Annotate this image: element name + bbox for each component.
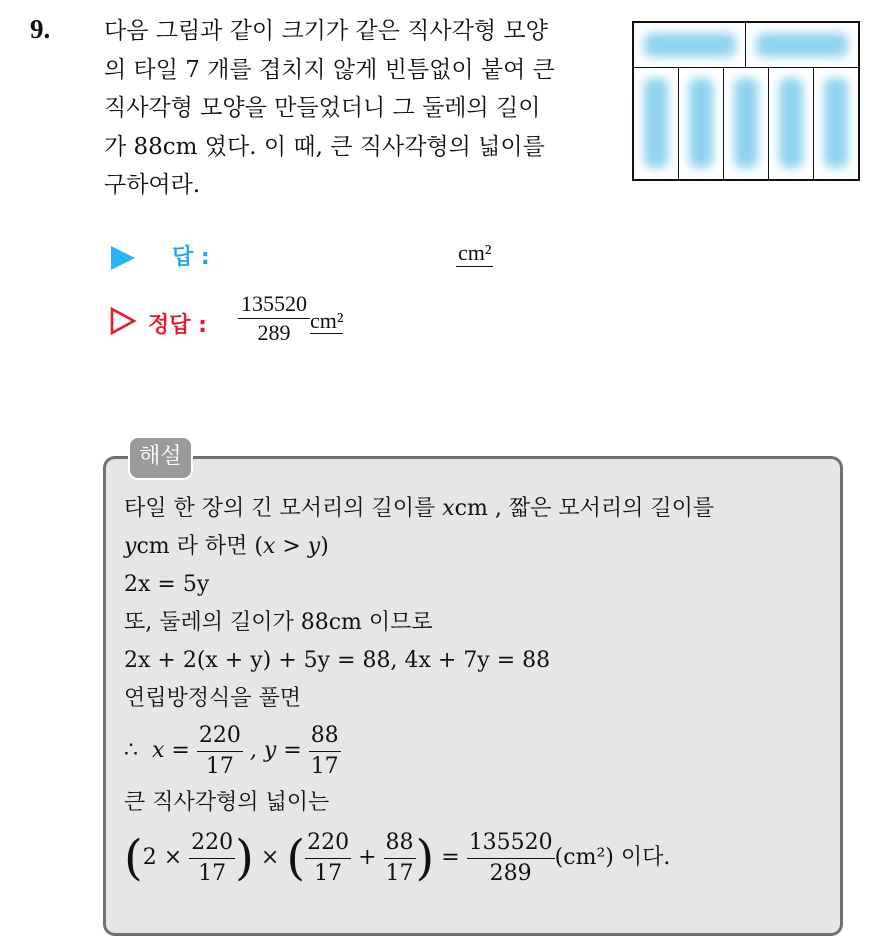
solution-line: 큰 직사각형의 넓이는: [124, 790, 330, 815]
solution-line: 또, 둘레의 길이가 88cm 이므로: [124, 610, 433, 635]
answer-label: 답 :: [172, 245, 210, 270]
correct-arrow-icon: [110, 307, 136, 335]
vertical-tile: [679, 68, 724, 179]
fraction-denominator: 289: [257, 320, 291, 345]
solution-line: 2x = 5y: [124, 572, 210, 597]
answer-arrow-icon: [111, 246, 135, 270]
question-line: 다음 그림과 같이 크기가 같은 직사각형 모양: [104, 18, 548, 44]
horizontal-tile: [634, 23, 746, 68]
question-number: 9.: [30, 14, 51, 44]
solution-line: ycm 라 하면 (x > y): [124, 534, 329, 559]
fraction-numerator: 135520: [238, 290, 310, 319]
fraction: $\frac{220}{17}$: [198, 722, 241, 779]
vertical-tile: [769, 68, 814, 179]
tile-figure: [632, 21, 860, 181]
solution-body: [124, 490, 834, 894]
fraction: $\frac{220}{17}$: [307, 829, 350, 886]
fraction: $\frac{88}{17}$: [385, 829, 414, 886]
correct-value: [238, 290, 343, 347]
correct-fraction: [238, 290, 310, 347]
solution-line: 2x + 2(x + y) + 5y = 88, 4x + 7y = 88: [124, 648, 551, 673]
question-line: 가 88cm 였다. 이 때, 큰 직사각형의 넓이를: [104, 133, 545, 160]
question-line: 구하여라.: [104, 172, 201, 198]
correct-unit: cm²: [310, 307, 344, 333]
question-line: 의 타일 7 개를 겹치지 않게 빈틈없이 붙여 큰: [104, 56, 555, 83]
fraction: $\frac{135520}{289}$: [468, 829, 553, 886]
solution-line: 타일 한 장의 긴 모서리의 길이를 xcm , 짧은 모서리의 길이를: [124, 496, 715, 521]
solution-line: ∴ x = $\frac{220}{17}$ , y = $\frac{88}{17}$: [124, 718, 834, 784]
correct-label: 정답 :: [148, 313, 207, 338]
solution-tab: 해설: [128, 436, 193, 480]
question-text: [104, 12, 619, 205]
answer-unit: cm²: [458, 240, 492, 265]
horizontal-tile: [746, 23, 858, 68]
fraction: $\frac{220}{17}$: [191, 829, 234, 886]
solution-line: 연립방정식을 풀면: [124, 686, 302, 711]
vertical-tile: [634, 68, 679, 179]
fraction: $\frac{88}{17}$: [310, 722, 339, 779]
vertical-tile: [724, 68, 769, 179]
question-line: 직사각형 모양을 만들었더니 그 둘레의 길이: [104, 95, 541, 121]
solution-line: (2 × $\frac{220}{17}$ ) × ( $\frac{220}{17}$ + $\frac{88}{17}$ ) = $\frac{135520}{289}$ (cm²) 이다.: [124, 822, 834, 894]
vertical-tile: [814, 68, 858, 179]
